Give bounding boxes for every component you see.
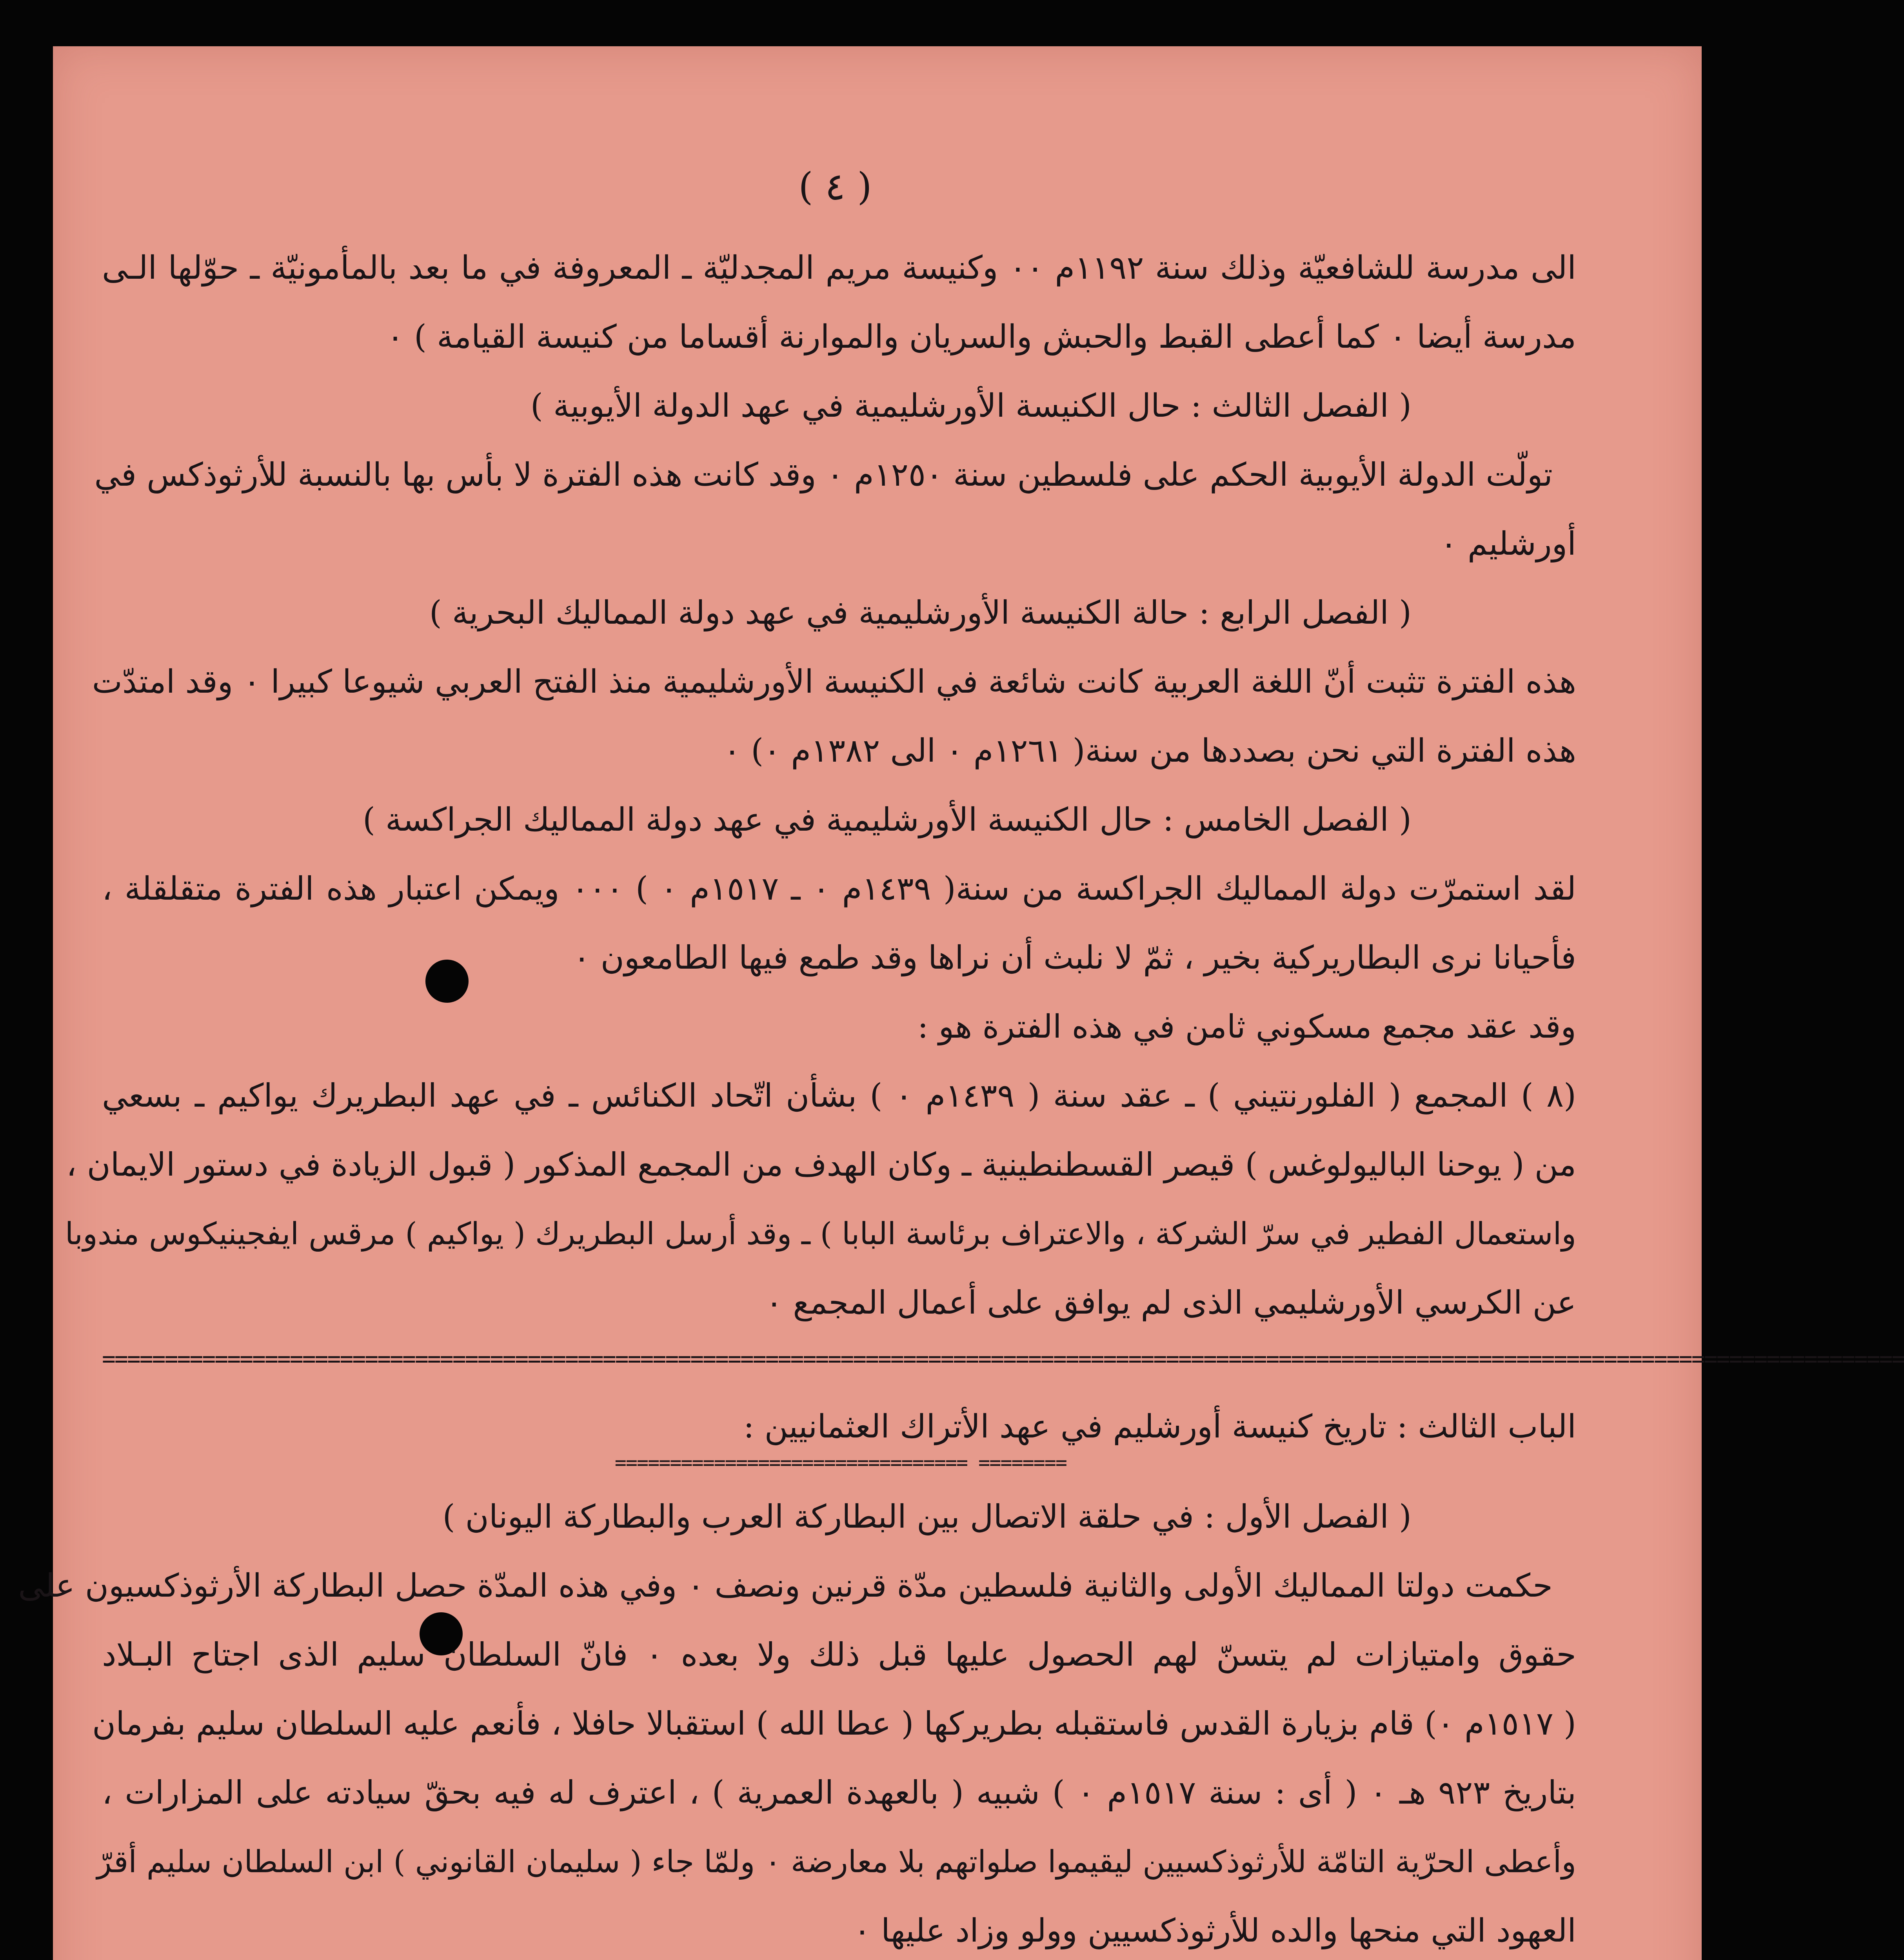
text-line: وقد عقد مجمع مسكوني ثامن في هذه الفترة هو : <box>917 1008 1576 1045</box>
text-line: العهود التي منحها والده للأرثوذكسيين وولو وزاد عليها ٠ <box>853 1912 1576 1949</box>
text-line: عن الكرسي الأورشليمي الذى لم يوافق على أعمال المجمع ٠ <box>765 1284 1576 1321</box>
section-heading: ( الفصل الأول : في حلقة الاتصال بين البطاركة العرب والبطاركة اليونان ) <box>442 1498 1412 1535</box>
text-line: مدرسة أيضا ٠ كما أعطى القبط والحبش والسريان والموارنة أقساما من كنيسة القيامة ) ٠ <box>386 318 1576 356</box>
text-line: أورشليم ٠ <box>1440 525 1576 563</box>
text-line: (٨ ) المجمع ( الفلورنتيني ) ـ عقد سنة ( ١٤٣٩م ٠ ) بشأن اتّحاد الكنائس ـ في عهد البطريرك يواكيم ـ بسعي <box>102 1077 1576 1114</box>
text-line: بتاريخ ٩٢٣ هـ ٠ ( أى : سنة ١٥١٧م ٠ ) شبيه ( بالعهدة العمرية ) ، اعترف له فيه بحقّ سيادته على المزارات ، <box>102 1774 1576 1811</box>
double-rule: ================================================================================================================================================ <box>102 1345 1904 1372</box>
text-line: تولّت الدولة الأيوبية الحكم على فلسطين سنة ١٢٥٠م ٠ وقد كانت هذه الفترة لا بأس بها بالنسبة للأرثوذكس في <box>94 456 1553 494</box>
section-heading: ( الفصل الخامس : حال الكنيسة الأورشليمية في عهد دولة المماليك الجراكسة ) <box>362 801 1412 838</box>
document-body <box>18 157 1904 1960</box>
text-line: واستعمال الفطير في سرّ الشركة ، والاعتراف برئاسة البابا ) ـ وقد أرسل البطريرك ( يواكيم ) مرقس ايفجينيكوس مندوبا <box>65 1216 1576 1252</box>
text-line: وأعطى الحرّية التامّة للأرثوذكسيين ليقيموا صلواتهم بلا معارضة ٠ ولمّا جاء ( سليمان القانوني ) ابن السلطان سليم أقرّ <box>96 1844 1576 1880</box>
text-line: من ( يوحنا الباليولوغس ) قيصر القسطنطينية ـ وكان الهدف من المجمع المذكور ( قبول الزيادة في دستور الايمان ، <box>66 1146 1576 1183</box>
chapter-heading: الباب الثالث : تاريخ كنيسة أورشليم في عهد الأتراك العثمانيين : <box>743 1408 1576 1445</box>
text-line: حكمت دولتا المماليك الأولى والثانية فلسطين مدّة قرنين ونصف ٠ وفي هذه المدّة حصل البطاركة الأرثوذكسيون على <box>18 1567 1553 1604</box>
text-line: حقوق وامتيازات لم يتسنّ لهم الحصول عليها قبل ذلك ولا بعده ٠ فانّ السلطان سليم الذى اجتاح البـلاد <box>102 1636 1576 1673</box>
text-line: فأحيانا نرى البطاريركية بخير ، ثمّ لا نلبث أن نراها وقد طمع فيها الطامعون ٠ <box>573 939 1576 976</box>
text-line: هذه الفترة التي نحن بصددها من سنة( ١٢٦١م ٠ الى ١٣٨٢م ٠) ٠ <box>723 732 1576 769</box>
page-number: ( ٤ ) <box>798 165 872 209</box>
heading-underline: ================================ ======== <box>614 1451 1066 1474</box>
text-line: ( ١٥١٧م ٠) قام بزيارة القدس فاستقبله بطريركها ( عطا الله ) استقبالا حافلا ، فأنعم عليه السلطان سليم بفرمان <box>92 1705 1576 1742</box>
section-heading: ( الفصل الرابع : حالة الكنيسة الأورشليمية في عهد دولة المماليك البحرية ) <box>429 594 1412 632</box>
text-line: لقد استمرّت دولة المماليك الجراكسة من سنة( ١٤٣٩م ٠ ـ ١٥١٧م ٠ ) ٠٠٠ ويمكن اعتبار هذه الفترة متقلقلة ، <box>102 870 1577 907</box>
section-heading: ( الفصل الثالث : حال الكنيسة الأورشليمية في عهد الدولة الأيوبية ) <box>530 387 1412 425</box>
text-line: الى مدرسة للشافعيّة وذلك سنة ١١٩٢م ٠٠ وكنيسة مريم المجدليّة ـ المعروفة في ما بعد بالمأمونيّة ـ حوّلها الـى <box>102 249 1577 287</box>
text-line: هذه الفترة تثبت أنّ اللغة العربية كانت شائعة في الكنيسة الأورشليمية منذ الفتح العربي شيوعا كبيرا ٠ وقد امتدّت <box>92 663 1576 701</box>
